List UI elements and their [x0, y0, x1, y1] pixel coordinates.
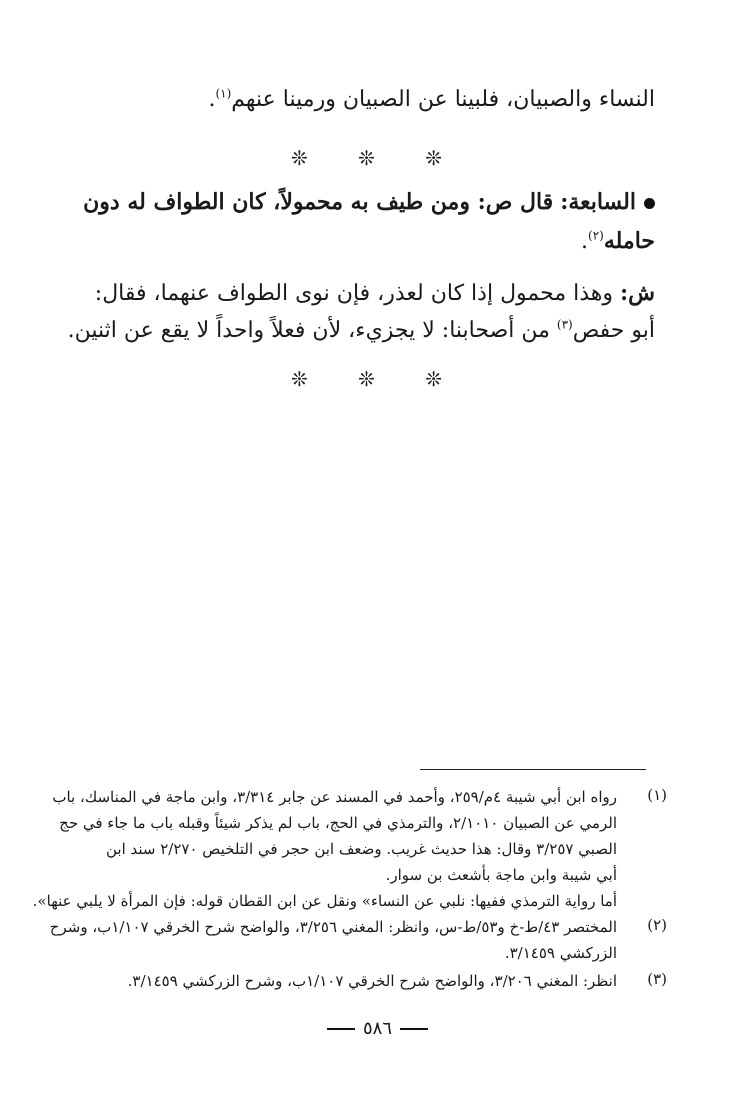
- paragraph-1-text: النساء والصبيان، فلبينا عن الصبيان ورمينا عنهم: [231, 87, 655, 112]
- section-separator-1: ❊ ❊ ❊: [291, 146, 464, 170]
- footnote-divider: [420, 769, 646, 770]
- footnote-3-line-1: انظر: المغني ٣/٢٠٦، والواضح شرح الخرقي ١/١٠٧ب، وشرح الزركشي ٣/١٤٥٩.: [127, 972, 617, 990]
- paragraph-3-text-b: من أصحابنا: لا يجزيء، لأن فعلاً واحداً لا يقع عن اثنين.: [67, 318, 550, 343]
- paragraph-2-text-cont: حامله: [603, 228, 655, 254]
- footnote-ref-2: (٢): [588, 228, 604, 243]
- footnote-1-line-3: الصبي ٣/٢٥٧ وقال: هذا حديث غريب. وضعف ابن حجر في التلخيص ٢/٢٧٠ سند ابن: [105, 840, 617, 858]
- page-number: [0, 1018, 755, 1039]
- footnote-1-line-2: الرمي عن الصبيان ٢/١٠١٠، والترمذي في الحج، باب لم يذكر شيئاً وقبله باب ما جاء في حج: [59, 814, 617, 832]
- paragraph-2-text: قال ص: ومن طيف به محمولاً، كان الطواف له دون: [83, 189, 554, 215]
- footnote-1-line-1: رواه ابن أبي شيبة ٤م/٢٥٩، وأحمد في المسند عن جابر ٣/٣١٤، وابن ماجة في المناسك، باب: [52, 788, 617, 806]
- page-number-text: ٥٨٦: [362, 1018, 392, 1039]
- paragraph-3-text: وهذا محمول إذا كان لعذر، فإن نوى الطواف عنهما، فقال:: [94, 281, 614, 306]
- paragraph-2-line-2: [581, 226, 655, 257]
- period: .: [208, 87, 216, 112]
- dash-left: [400, 1028, 428, 1030]
- section-separator-2: ❊ ❊ ❊: [291, 367, 464, 391]
- paragraph-3-line-1: [95, 278, 655, 309]
- paragraph-2-line-1: [83, 187, 655, 218]
- footnote-1-line-5: أما رواية الترمذي ففيها: نلبي عن النساء» ونقل عن ابن القطان قوله: فإن المرأة لا يلبي عنها».: [32, 892, 617, 910]
- footnote-number-1: (١): [647, 786, 667, 804]
- footnote-number-3: (٣): [647, 970, 667, 988]
- paragraph-2-label: السابعة:: [560, 189, 636, 215]
- paragraph-3-label: ش:: [620, 280, 655, 306]
- footnote-number-2: (٢): [647, 916, 667, 934]
- dash-right: [327, 1028, 355, 1030]
- footnote-2-line-2: الزركشي ٣/١٤٥٩.: [504, 944, 617, 962]
- bullet-icon: [644, 198, 655, 209]
- footnote-ref-1: (١): [215, 86, 232, 101]
- footnote-2-line-1: المختصر ٤٣/ط-خ و٥٣/ط-س، وانظر: المغني ٣/٢٥٦، والواضح شرح الخرقي ١/١٠٧ب، وشرح: [49, 918, 617, 936]
- footnote-ref-3: (٣): [556, 317, 573, 332]
- period: .: [581, 229, 588, 254]
- footnote-1-line-4: أبي شيبة وابن ماجة بأشعث بن سوار.: [385, 866, 617, 884]
- paragraph-1-line-1: [208, 85, 655, 115]
- paragraph-3-line-2: [68, 316, 655, 346]
- paragraph-3-text-a: أبو حفص: [572, 318, 655, 343]
